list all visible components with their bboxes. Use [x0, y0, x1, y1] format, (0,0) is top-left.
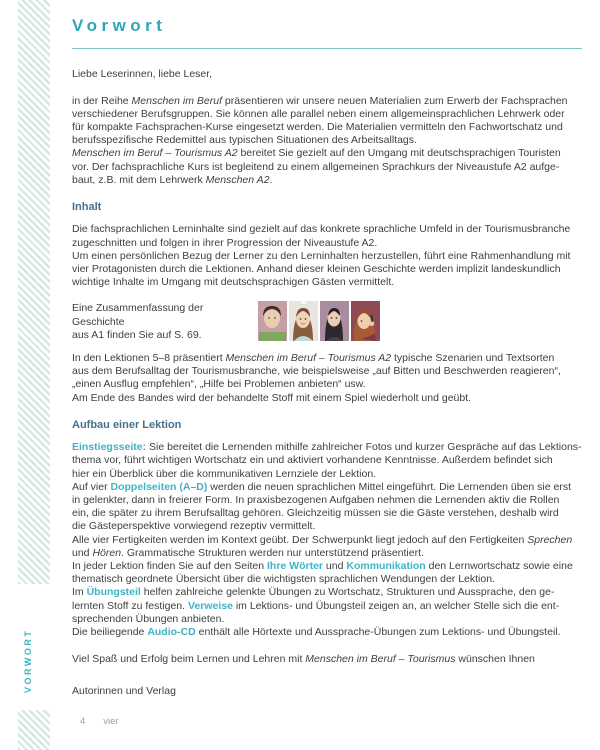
man-short-dark-hair-portrait	[258, 301, 287, 341]
woman-long-black-hair-portrait	[320, 301, 349, 341]
page-content	[72, 0, 582, 709]
closing-paragraph: Viel Spaß und Erfolg beim Lernen und Lehren mit Menschen im Beruf – Tourismus wünschen Ihnen	[72, 653, 535, 666]
page-number-word: vier	[103, 716, 119, 727]
woman-long-brown-hair-portrait	[289, 301, 318, 341]
aufbau-paragraph: Einstiegsseite: Sie bereitet die Lernenden mithilfe zahlreicher Fotos und kurzer Gespräche auf das Lektions- thema vor, führt wichtigen Wortschatz ein und aktiviert vorhandene Kenntnisse. Außerdem befindet sich hier ein Überblick über die kommunikativen Lernziele der Lektion. Auf vier Doppelseiten (A–D) werden die neuen sprachlichen Mittel eingeführt. Die Lernenden üben sie erst in gelenkter, dann in freierer Form. In praxisbezogenen Aufgaben nehmen die Lernenden aktiv die Rollen ein, die später zu ihrem Berufsalltag gehören. Gleichzeitig müssen sie die Gäste verstehen, deshalb wird die Gästeperspektive vorwiegend rezeptiv vermittelt. Alle vier Fertigkeiten werden im Kontext geübt. Der Schwerpunkt liegt jedoch auf den Fertigkeiten Sprechen und Hören. Grammatische Strukturen werden nur unterstützend präsentiert. In jeder Lektion finden Sie auf den Seiten Ihre Wörter und Kommunikation den Lernwortschatz sowie eine thematisch geordnete Übersicht über die wichtigsten sprachlichen Wendungen der Lektion. Im Übungsteil helfen zahlreiche gelenkte Übungen zu Wortschatz, Strukturen und Aussprache, den ge- lernten Stoff zu festigen. Verweise im Lektions- und Übungsteil zeigen an, an welcher Stelle sich die ent- sprechenden Übungen anbieten. Die beiliegende Audio-CD enthält alle Hörtexte und Aussprache-Übungen zum Lektions- und Übungsteil.	[72, 441, 582, 638]
stripe-band-bottom	[18, 710, 50, 750]
inhalt-paragraph: Die fachsprachlichen Lerninhalte sind gezielt auf das konkrete sprachliche Umfeld in der Tourismusbranche zugeschnitten und folgen in ihrer Progression der Niveaustufe A2. Um einen persönlichen Bezug der Lerner zu den Lerninhalten herzustellen, führt eine Rahmenhandlung mit vier Protagonisten durch die Lektionen. Anhand dieser kleinen Geschichte werden implizit landeskundlich wichtige Inhalte im Umgang mit deutschsprachigen Gästen vermittelt.	[72, 223, 571, 289]
page-number: 4	[80, 716, 86, 727]
sidebar-chapter-label: VORWORT	[23, 628, 33, 693]
section-heading-aufbau: Aufbau einer Lektion	[72, 418, 182, 431]
stripe-band-top	[18, 0, 50, 584]
intro-paragraph: in der Reihe Menschen im Beruf präsentieren wir unsere neuen Materialien zum Erwerb der Fachsprachen verschiedener Berufsgruppen. Sie können alle parallel neben einem allgemeinsprachlichen Lehrwerk oder für kompakte Fachsprachen-Kurse eingesetzt werden. Die Materialien vermitteln den Fachwortschatz und berufsspezifische Redemittel aus typischen Situationen des Arbeitsalltags. Menschen im Beruf – Tourismus A2 bereitet Sie gezielt auf den Umgang mit deutschsprachigen Touristen vor. Der fachsprachliche Kurs ist begleitend zu einem allgemeinen Sprachkurs der Niveaustufe A2 aufge- baut, z.B. mit dem Lehrwerk Menschen A2.	[72, 94, 568, 186]
page-title: Vorwort	[72, 16, 167, 35]
protagonist-portraits	[258, 301, 380, 341]
salutation: Liebe Leserinnen, liebe Leser,	[72, 68, 213, 81]
summary-row	[72, 302, 582, 342]
page-footer	[80, 716, 119, 727]
lektionen-paragraph: In den Lektionen 5–8 präsentiert Menschen im Beruf – Tourismus A2 typische Szenarien und Textsorten aus dem Berufsalltag der Tourismusbranche, wie beispielsweise „auf Bitten und Beschwerden reagieren“, „einen Ausflug empfehlen“, „Hilfe bei Problemen anbieten“ usw. Am Ende des Bandes wird der behandelte Stoff mit einem Spiel wiederholt und geübt.	[72, 351, 561, 404]
section-heading-inhalt: Inhalt	[72, 201, 102, 213]
summary-paragraph: Eine Zusammenfassung der Geschichte aus A1 finden Sie auf S. 69.	[72, 302, 204, 341]
signature: Autorinnen und Verlag	[72, 685, 176, 698]
woman-red-hair-phone-portrait	[351, 301, 380, 341]
title-rule	[72, 48, 582, 49]
